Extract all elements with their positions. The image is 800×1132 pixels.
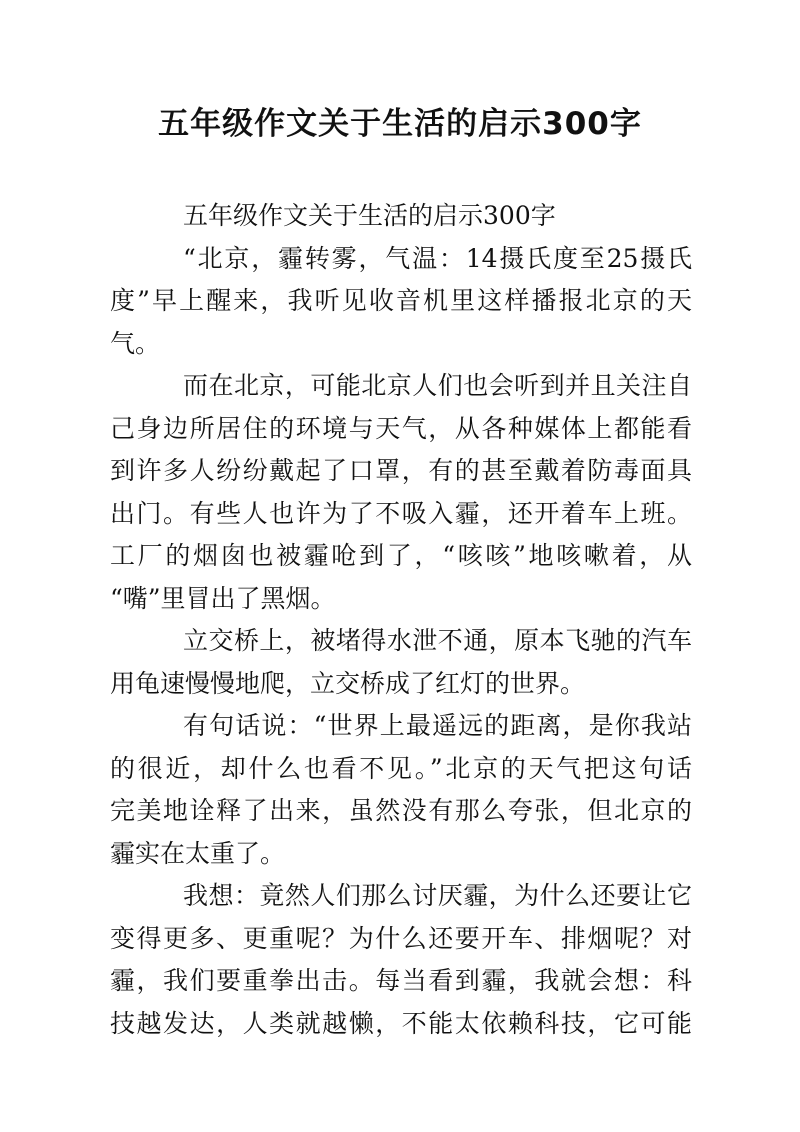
text-line: 工厂的烟囱也被霾呛到了，“咳咳”地咳嗽着，从 bbox=[110, 541, 692, 570]
text-line: 而在北京，可能北京人们也会听到并且关注自 bbox=[183, 371, 692, 400]
text-line: 五年级作文关于生活的启示300字 bbox=[183, 201, 556, 230]
text-line: 到许多人纷纷戴起了口罩，有的甚至戴着防毒面具 bbox=[110, 456, 692, 485]
document-body bbox=[110, 195, 692, 1045]
paragraph bbox=[110, 705, 692, 875]
text-line: “北京，霾转雾，气温：14摄氏度至25摄氏 bbox=[183, 243, 692, 273]
text-line: 变得更多、更重呢？为什么还要开车、排烟呢？对 bbox=[110, 923, 692, 953]
text-line: 出门。有些人也许为了不吸入霾，还开着车上班。 bbox=[110, 498, 692, 528]
text-line: 我想：竟然人们那么讨厌霾，为什么还要让它 bbox=[183, 881, 692, 910]
text-line: “嘴”里冒出了黑烟。 bbox=[110, 583, 336, 613]
text-line: 气。 bbox=[110, 328, 161, 358]
document-title: 五年级作文关于生活的启示300字 bbox=[158, 106, 642, 142]
text-line: 技越发达，人类就越懒，不能太依赖科技，它可能 bbox=[110, 1008, 692, 1038]
text-line: 的很近，却什么也看不见。”北京的天气把这句话 bbox=[110, 753, 692, 783]
text-line: 霾，我们要重拳出击。每当看到霾，我就会想：科 bbox=[110, 966, 692, 995]
text-line: 立交桥上，被堵得水泄不通，原本飞驰的汽车 bbox=[183, 626, 692, 655]
text-line: 霾实在太重了。 bbox=[110, 838, 286, 868]
text-line: 度”早上醒来，我听见收音机里这样播报北京的天 bbox=[110, 286, 692, 315]
text-line: 用龟速慢慢地爬，立交桥成了红灯的世界。 bbox=[110, 668, 586, 698]
paragraph bbox=[110, 365, 692, 620]
text-line: 完美地诠释了出来，虽然没有那么夸张，但北京的 bbox=[110, 796, 692, 825]
text-line: 己身边所居住的环境与天气，从各种媒体上都能看 bbox=[110, 413, 692, 443]
text-line: 有句话说：“世界上最遥远的距离，是你我站 bbox=[183, 711, 692, 740]
paragraph bbox=[110, 238, 692, 366]
paragraph bbox=[110, 195, 692, 238]
paragraph bbox=[110, 875, 692, 1045]
paragraph bbox=[110, 620, 692, 705]
